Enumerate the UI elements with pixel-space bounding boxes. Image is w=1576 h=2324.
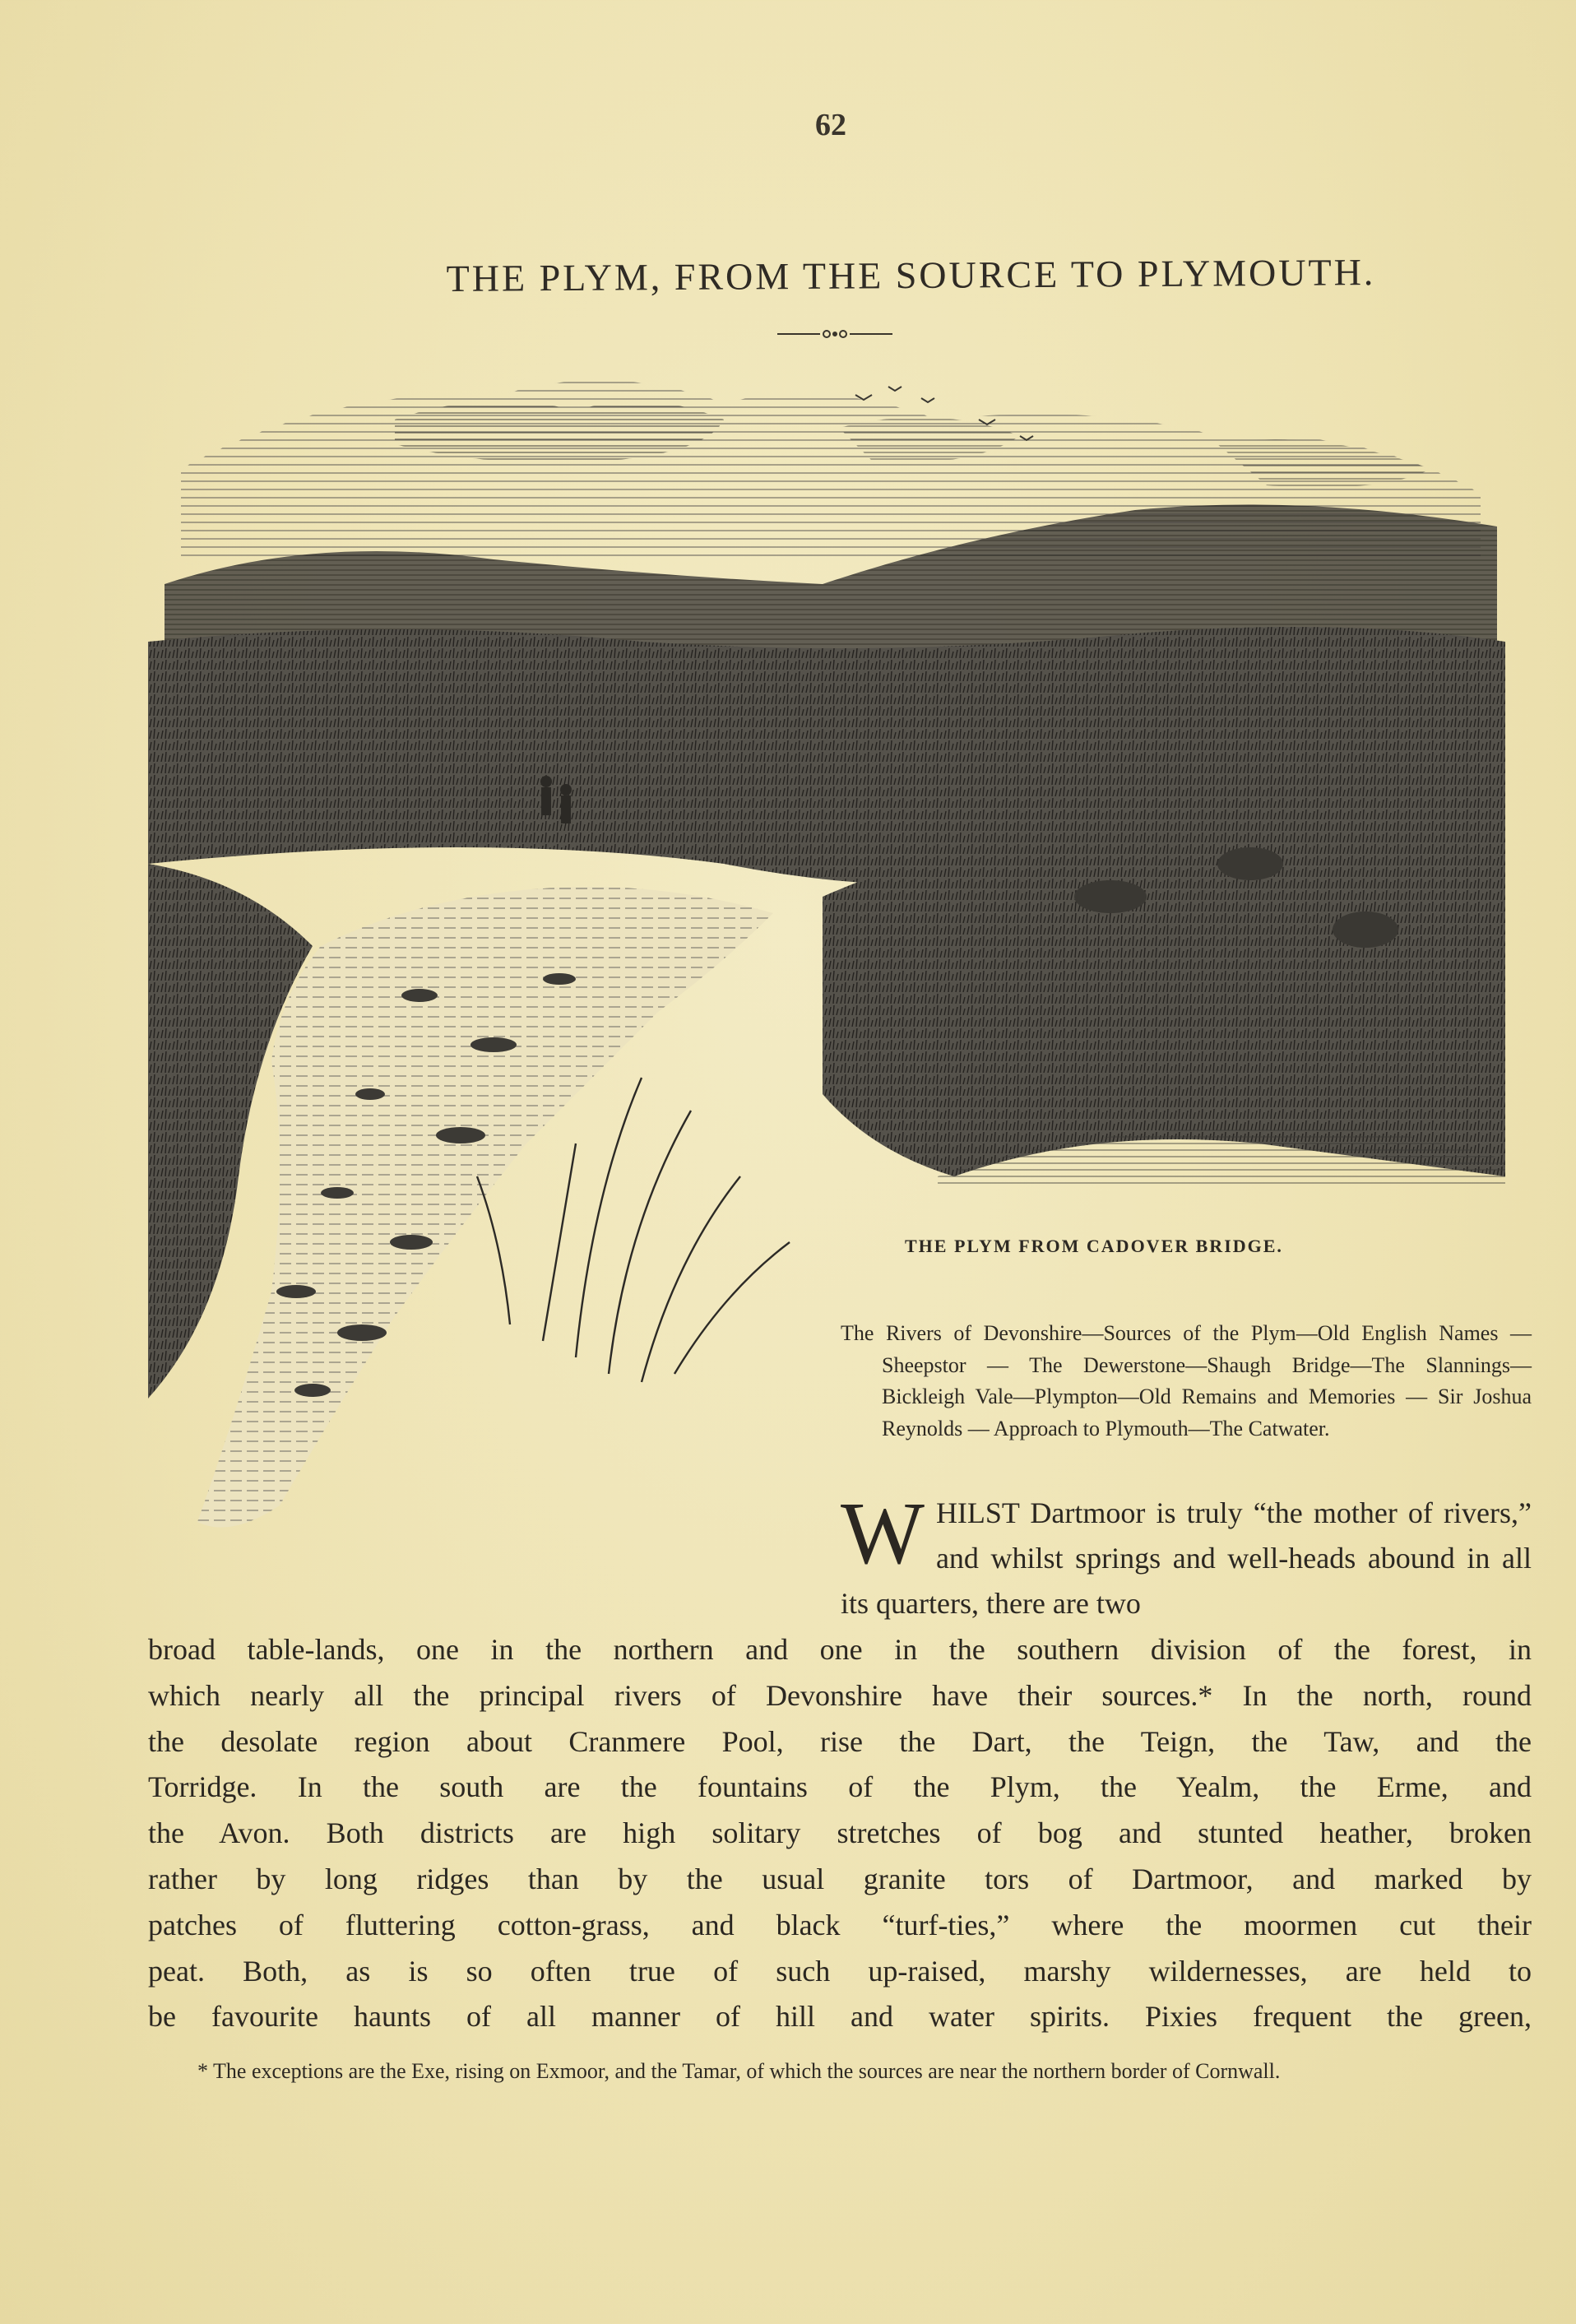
body-line: which nearly all the principal rivers of Devonshire have their sources.* In the north, round (148, 1678, 1532, 1712)
body-line: Torridge. In the south are the fountains of the Plym, the Yealm, the Erme, and (148, 1770, 1532, 1804)
body-line: patches of fluttering cotton-grass, and black “turf-ties,” where the moormen cut their (148, 1908, 1532, 1941)
body-line: broad table-lands, one in the northern and one in the southern division of the forest, in (148, 1633, 1532, 1666)
drop-capital: W (841, 1485, 925, 1583)
body-line: peat. Both, as is so often true of such up-raised, marshy wildernesses, are held to (148, 1954, 1532, 1988)
title-ornament (777, 324, 892, 344)
body-line: the Avon. Both districts are high solitary stretches of bog and stunted heather, broken (148, 1816, 1532, 1850)
illustration-caption: THE PLYM FROM CADOVER BRIDGE. (905, 1236, 1283, 1256)
body-paragraph (148, 1627, 1532, 2040)
chapter-title: THE PLYM, FROM THE SOURCE TO PLYMOUTH. (446, 251, 1376, 299)
body-line: the desolate region about Cranmere Pool, rise the Dart, the Teign, the Taw, and the (148, 1724, 1532, 1758)
chapter-synopsis: The Rivers of Devonshire—Sources of the Plym—Old English Names — Sheepstor — The Dewerstone—Shaugh Bridge—The Slannings—Bickleigh Vale—Plympton—Old Remains and Memories — Sir Joshua Reynolds — Approach to Plymouth—The Catwater. (841, 1321, 1532, 1440)
footnote: * The exceptions are the Exe, rising on Exmoor, and the Tamar, of which the sources are near the northern border of Cornwall. (197, 2059, 1281, 2083)
opening-text: HILST Dartmoor is truly “the mother of rivers,” and whilst springs and well-heads abound in all its quarters, there are two (841, 1496, 1532, 1620)
body-line: be favourite haunts of all manner of hill and water spirits. Pixies frequent the green, (148, 2000, 1532, 2034)
body-line: rather by long ridges than by the usual granite tors of Dartmoor, and marked by (148, 1862, 1532, 1895)
page-number: 62 (815, 108, 846, 142)
opening-paragraph (841, 1485, 1532, 1626)
